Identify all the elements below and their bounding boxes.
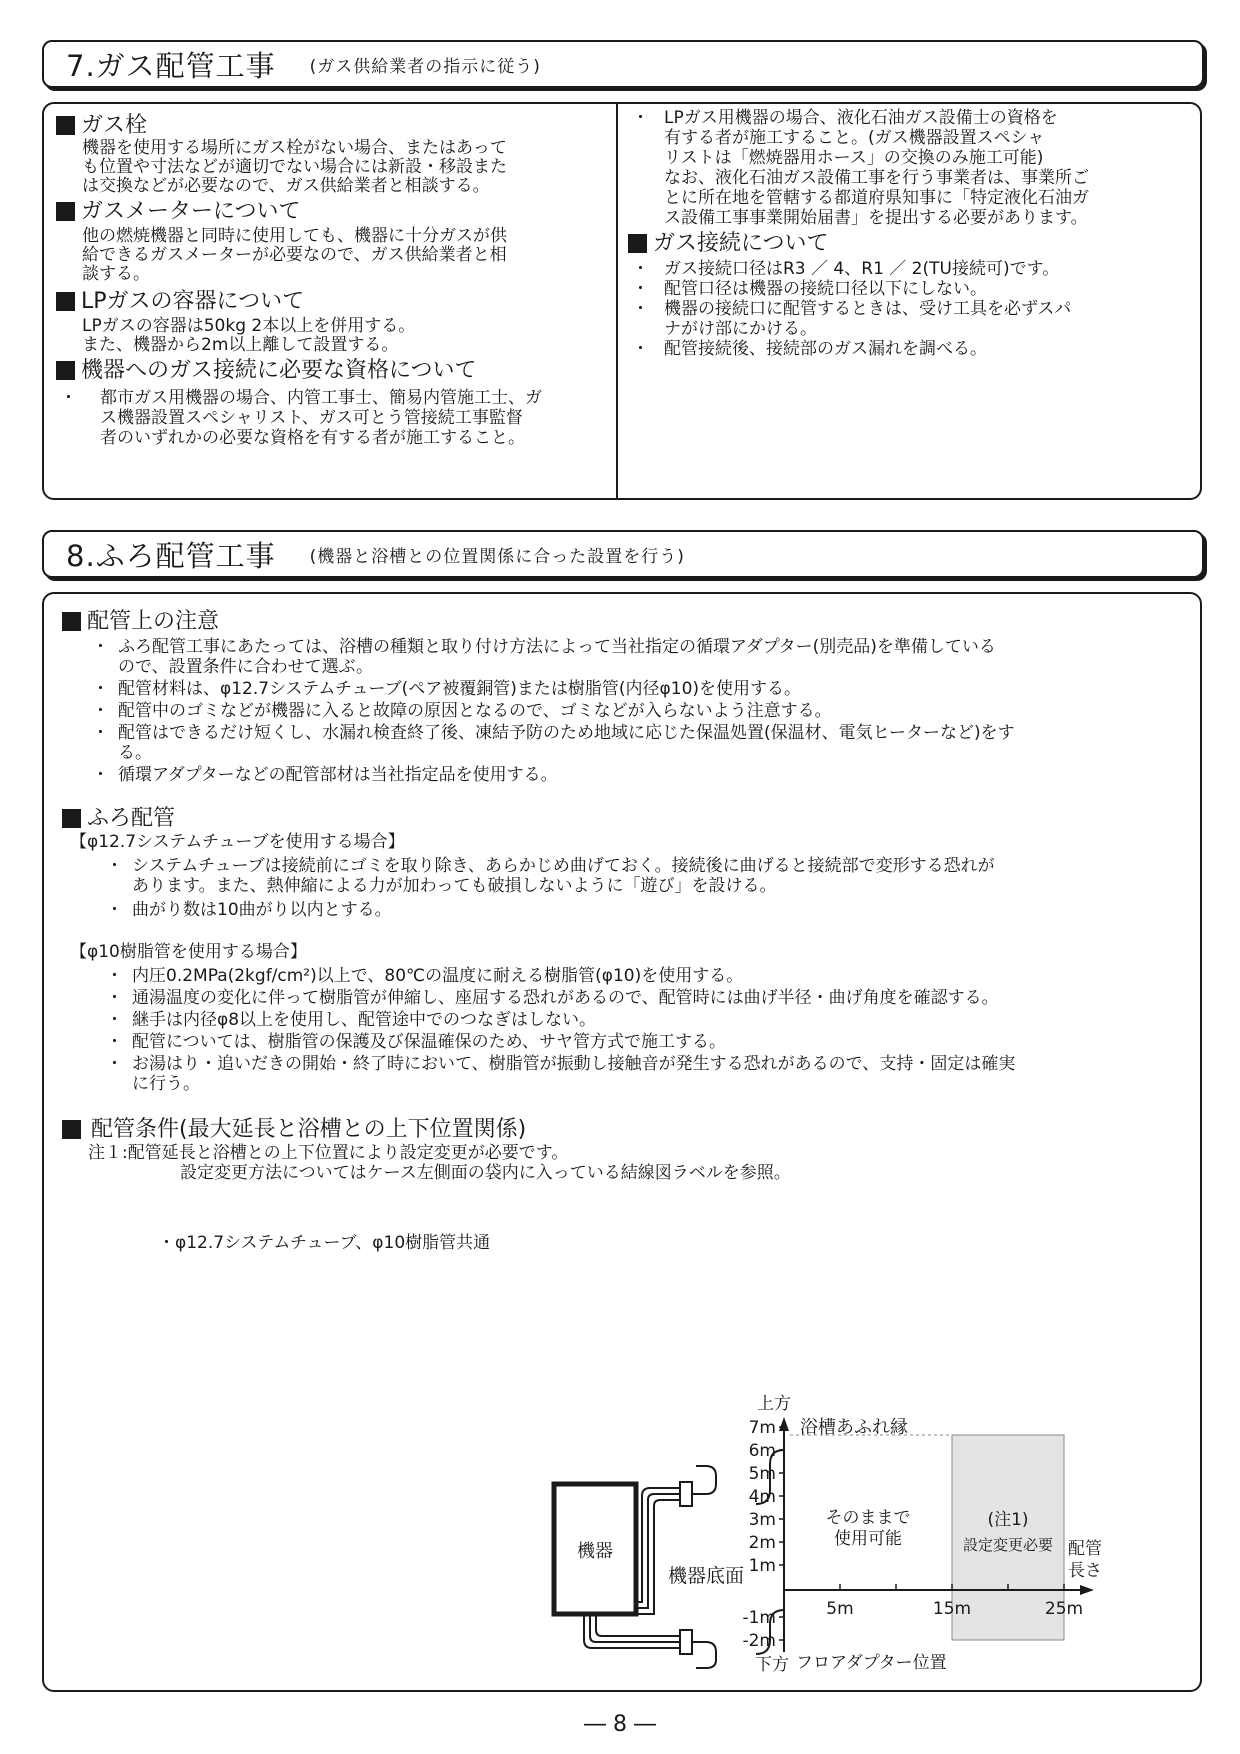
lp-container-heading: LPガスの容器について	[56, 288, 608, 315]
y-tick-label: 5m	[748, 1464, 776, 1484]
note1-continued: 設定変更方法についてはケース左側面の袋内に入っている結線図ラベルを参照。	[180, 1163, 791, 1183]
bath-piping-heading: ふろ配管	[62, 805, 1192, 832]
square-bullet-icon	[56, 116, 75, 135]
setting-change-note-label: (注1)	[987, 1510, 1029, 1530]
square-bullet-icon	[56, 202, 75, 221]
piping-condition-diagram	[484, 1372, 1184, 1672]
list-item: ・ 循環アダプターなどの配管部材は当社指定品を使用する。	[88, 765, 1192, 785]
list-item: ・ 通湯温度の変化に伴って樹脂管が伸縮し、座屈する恐れがあるので、配管時には曲げ半径・曲げ角度を確認する。	[102, 988, 1192, 1008]
gas-cock-heading: ガス栓	[56, 112, 608, 139]
square-bullet-icon	[628, 234, 647, 253]
section7-header	[42, 40, 1204, 88]
floor-adapter-label: フロアダプター位置	[796, 1653, 947, 1672]
y-axis-top-label: 上方	[757, 1394, 791, 1414]
list-item: ・ 内圧0.2MPa(2kgf/cm²)以上で、80℃の温度に耐える樹脂管(φ10)を使用する。	[102, 966, 1192, 986]
column-divider	[616, 104, 618, 498]
common-label: ・φ12.7システムチューブ、φ10樹脂管共通	[158, 1233, 491, 1253]
list-item: ・ 配管材料は、φ12.7システムチューブ(ペア被覆銅管)または樹脂管(内径φ10)を使用する。	[88, 679, 1192, 699]
page-number: ― 8 ―	[584, 1712, 656, 1737]
list-item: ・ ガス接続口径はR3 ／ 4、R1 ／ 2(TU接続可)です。	[628, 259, 1200, 279]
upper-fitting	[680, 1482, 692, 1506]
square-bullet-icon	[56, 361, 75, 380]
conditions-heading: 配管条件(最大延長と浴槽との上下位置関係)	[62, 1116, 1192, 1143]
section8-header	[42, 530, 1204, 578]
y-tick-label: 6m	[748, 1441, 776, 1461]
x-axis-label: 配管	[1068, 1539, 1102, 1559]
upper-pipe-to-tub	[692, 1466, 716, 1494]
usable-region-label: そのままで	[825, 1508, 911, 1528]
tub-overflow-label: 浴槽あふれ縁	[800, 1417, 908, 1438]
square-bullet-icon	[62, 809, 81, 828]
note1: 注１:配管延長と浴槽との上下位置により設定変更が必要です。	[88, 1143, 569, 1163]
list-item: ・ 配管中のゴミなどが機器に入ると故障の原因となるので、ゴミなどが入らないよう注意する。	[88, 701, 1192, 721]
case2-label: 【φ10樹脂管を使用する場合】	[70, 942, 307, 962]
device-bottom-label: 機器底面	[667, 1565, 744, 1587]
section8-content	[62, 608, 1192, 1253]
y-tick-label: 7m	[748, 1418, 776, 1438]
qualification-heading: 機器へのガス接続に必要な資格について	[56, 357, 608, 384]
section7-left-column	[56, 104, 608, 448]
x-axis-label-line2: 長さ	[1068, 1561, 1102, 1581]
device-label: 機器	[577, 1541, 613, 1562]
square-bullet-icon	[56, 292, 75, 311]
list-item: ・ 配管口径は機器の接続口径以下にしない。	[628, 279, 1200, 299]
list-item: ・ システムチューブは接続前にゴミを取り除き、あらかじめ曲げておく。接続後に曲げると接続部で変形する恐れが あります。また、熱伸縮による力が加わっても破損しないように「遊び」を設ける。	[102, 856, 1192, 896]
lower-pipe	[584, 1614, 680, 1648]
section8-box	[42, 592, 1202, 1692]
square-bullet-icon	[62, 612, 81, 631]
list-item: ・ お湯はり・追いだきの開始・終了時において、樹脂管が振動し接触音が発生する恐れがあるので、支持・固定は確実 に行う。	[102, 1054, 1192, 1094]
upper-pipe	[636, 1488, 680, 1614]
y-axis-bottom-label: 下方	[755, 1655, 789, 1672]
section7-title: 7.ガス配管工事	[66, 48, 276, 83]
y-tick-label: 3m	[748, 1510, 776, 1530]
section7-subtitle: (ガス供給業者の指示に従う)	[309, 56, 541, 77]
notes-heading: 配管上の注意	[62, 608, 1192, 635]
y-tick-label: -1m	[742, 1608, 776, 1628]
x-axis-arrow-icon	[1080, 1585, 1094, 1595]
gas-connection-list	[628, 259, 1200, 359]
list-item: ・ 継手は内径φ8以上を使用し、配管途中でのつなぎはしない。	[102, 1010, 1192, 1030]
list-item: ・ 曲がり数は10曲がり以内とする。	[102, 900, 1192, 920]
y-tick-label: 4m	[748, 1487, 776, 1507]
gas-meter-heading: ガスメーターについて	[56, 198, 608, 225]
list-item: ・ ふろ配管工事にあたっては、浴槽の種類と取り付け方法によって当社指定の循環アダプター(別売品)を準備している ので、設置条件に合わせて選ぶ。	[88, 637, 1192, 677]
section8-title: 8.ふろ配管工事	[66, 538, 276, 573]
x-tick-label: 15m	[932, 1599, 972, 1619]
section8-subtitle: (機器と浴槽との位置関係に合った設置を行う)	[309, 546, 685, 567]
list-item: ・ 配管はできるだけ短くし、水漏れ検査終了後、凍結予防のため地域に応じた保温処置(保温材、電気ヒーターなど)をす る。	[88, 723, 1192, 763]
list-item: ・ 配管接続後、接続部のガス漏れを調べる。	[628, 339, 1200, 359]
case1-list	[62, 856, 1192, 920]
notes-list	[62, 637, 1192, 785]
setting-change-label: 設定変更必要	[962, 1536, 1054, 1554]
case1-label: 【φ12.7システムチューブを使用する場合】	[70, 832, 405, 852]
lower-fitting	[680, 1630, 692, 1654]
section7-box	[42, 102, 1202, 500]
y-tick-group	[742, 1418, 784, 1651]
list-item: ・ 配管については、樹脂管の保護及び保温確保のため、サヤ管方式で施工する。	[102, 1032, 1192, 1052]
lp-qualification-bullet: ・ LPガス用機器の場合、液化石油ガス設備士の資格を 有する者が施工すること。(ガス機器設置スペシャ リストは「燃焼器用ホース」の交換のみ施工可能) なお、液化石油ガス設備工事を行う事業者は、事業所ご とに所在地を管轄する都道府県知事に「特定液化石油ガ ス設備工事事業開始届書」を提出する必要があります。	[628, 108, 1200, 228]
usable-region-label-line2: 使用可能	[834, 1529, 902, 1549]
qualification-bullet: ・ 都市ガス用機器の場合、内管工事士、簡易内管施工士、ガ ス機器設置スペシャリスト、ガス可とう管接続工事監督 者のいずれかの必要な資格を有する者が施工すること。	[56, 388, 608, 448]
x-tick-label: 5m	[826, 1599, 854, 1619]
lp-container-text: LPガスの容器は50kg 2本以上を併用する。 また、機器から2m以上離して設置する。	[82, 316, 416, 355]
gas-cock-text: 機器を使用する場所にガス栓がない場合、またはあって も位置や寸法などが適切でない場合には新設・移設また は交換などが必要なので、ガス供給業者と相談する。	[82, 138, 507, 196]
gas-connection-heading: ガス接続について	[628, 230, 1200, 257]
square-bullet-icon	[62, 1120, 81, 1139]
gas-meter-text: 他の燃焼機器と同時に使用しても、機器に十分ガスが供 給できるガスメーターが必要なので、ガス供給業者と相 談する。	[82, 226, 507, 284]
y-axis-arrow-icon	[779, 1417, 789, 1431]
y-tick-label: 2m	[748, 1533, 776, 1553]
y-tick-label: -2m	[742, 1631, 776, 1651]
lower-pipe-to-tub	[692, 1642, 716, 1668]
case2-list	[62, 966, 1192, 1094]
list-item: ・ 機器の接続口に配管するときは、受け工具を必ずスパ ナがけ部にかける。	[628, 299, 1200, 339]
y-tick-label: 1m	[748, 1556, 776, 1576]
section7-right-column	[628, 104, 1200, 359]
x-tick-label: 25m	[1044, 1599, 1084, 1619]
